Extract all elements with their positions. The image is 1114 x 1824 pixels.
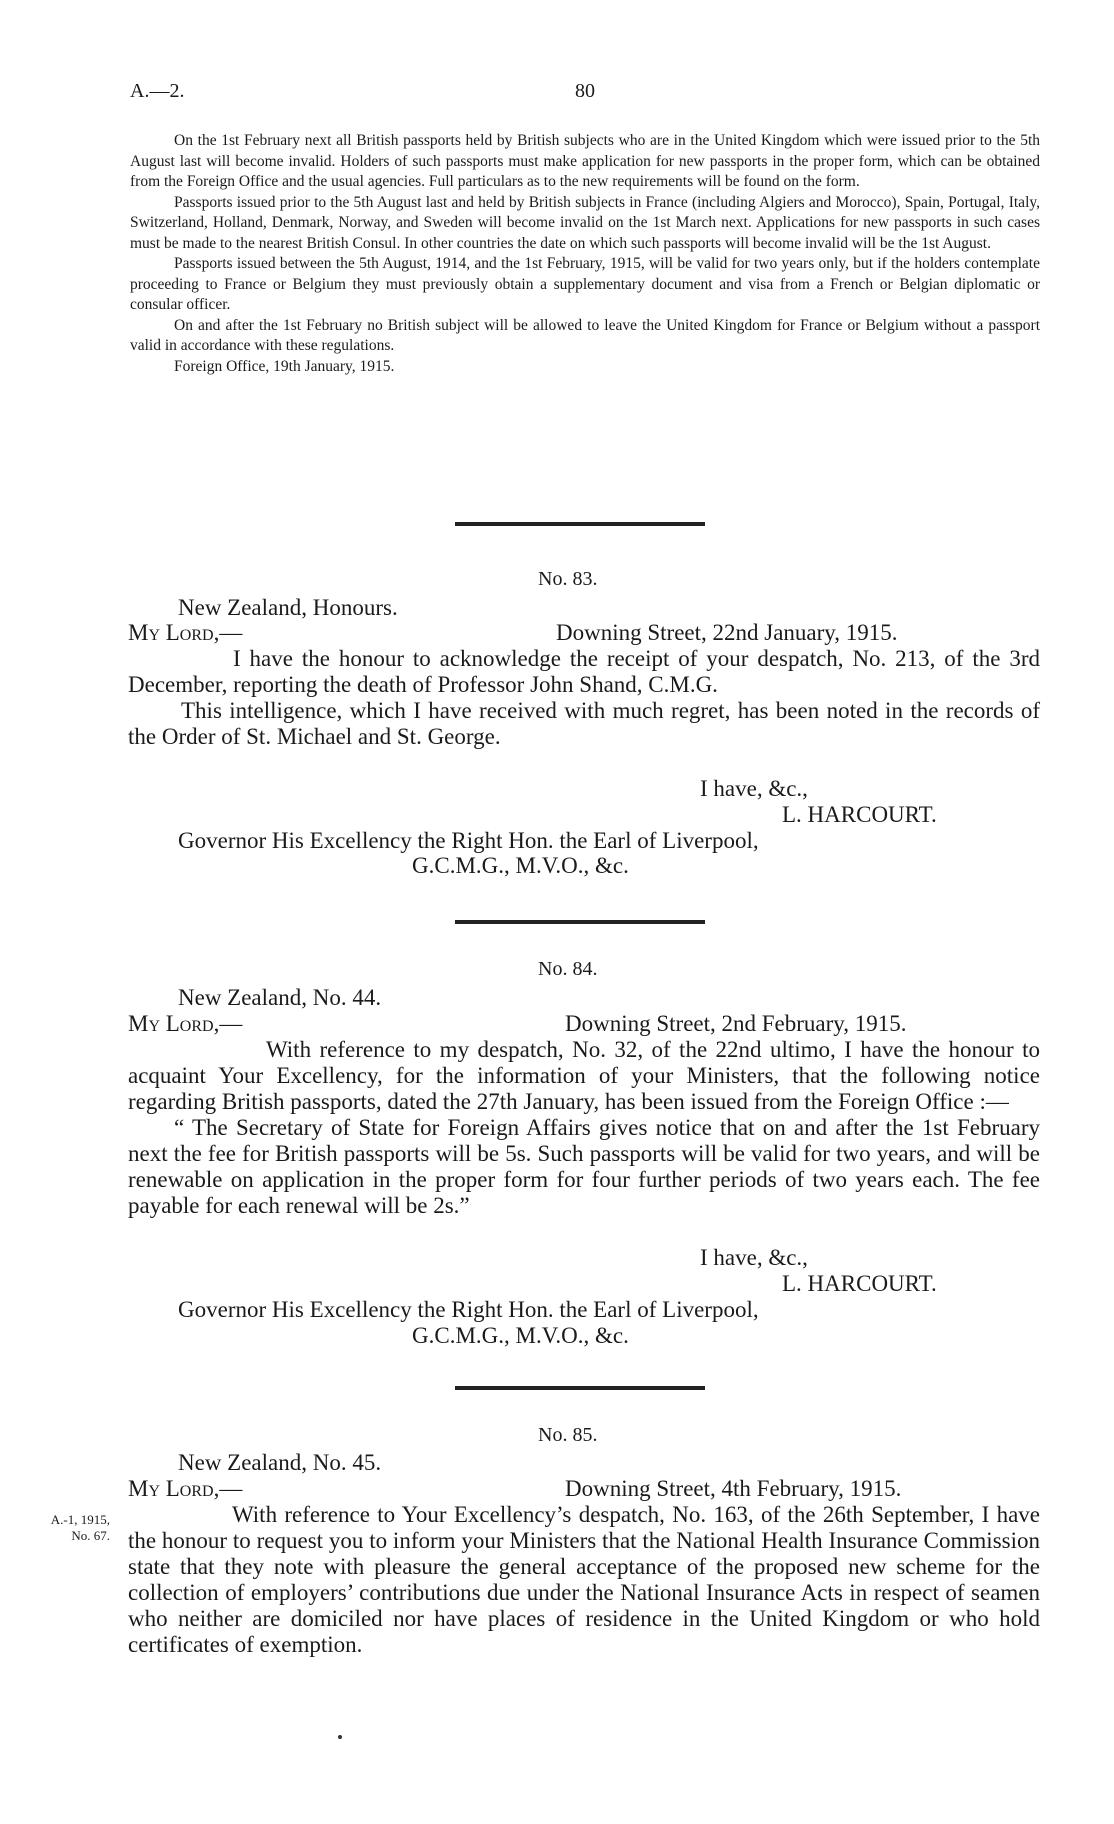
salutation: My Lord,— xyxy=(128,620,243,645)
notice-paragraph: Passports issued prior to the 5th August last and held by British subjects in France (including Algiers and Morocco), Spain, Portugal, Italy, Switzerland, Holland, Denmark, Norway, and Sweden will become invalid on the 1st March next. Applications for new passports in such cases must be made to the nearest British Consul. In other countries the date on which such passports will become invalid will be the 1st August. xyxy=(130,193,1040,252)
notice-paragraph: On and after the 1st February no British subject will be allowed to leave the United Kingdom for France or Belgium without a passport valid in accordance with these regulations. xyxy=(130,316,1040,354)
notice-paragraph: On the 1st February next all British passports held by British subjects who are in the United Kingdom which were issued prior to the 5th August last will become invalid. Holders of such passports must make application for new passports in the proper form, which can be obtained from the Foreign Office and the usual agencies. Full particulars as to the new requirements will be found on the form. xyxy=(130,132,1040,190)
closing: I have, &c., xyxy=(700,1245,808,1270)
signature: L. HARCOURT. xyxy=(782,802,937,827)
notice-signoff: Foreign Office, 19th January, 1915. xyxy=(174,357,395,375)
body-paragraph: This intelligence, which I have received with much regret, has been noted in the records of the Order of St. Michael and St. George. xyxy=(128,698,1040,749)
passport-notice xyxy=(130,131,1040,377)
quoted-notice: “ The Secretary of State for Foreign Affairs gives notice that on and after the 1st February next the fee for British passports will be 5s. Such passports will be valid for two years, and will be renewable on application in the proper form for four further periods of two years each. The fee payable for each renewal will be 2s.” xyxy=(128,1115,1040,1218)
despatch-reference: New Zealand, No. 44. xyxy=(178,985,382,1010)
despatch-body xyxy=(128,1037,1040,1277)
addressee: Governor His Excellency the Right Hon. the Earl of Liverpool, xyxy=(178,1297,759,1322)
despatch-number: No. 83. xyxy=(538,568,598,590)
section-divider xyxy=(455,522,705,526)
despatch-reference: New Zealand, Honours. xyxy=(178,595,398,620)
document-reference: A.—2. xyxy=(130,80,185,102)
stray-mark xyxy=(338,1735,342,1739)
place-date: Downing Street, 22nd January, 1915. xyxy=(556,620,898,645)
place-date: Downing Street, 2nd February, 1915. xyxy=(565,1011,907,1036)
despatch-number: No. 85. xyxy=(538,1424,598,1446)
place-date: Downing Street, 4th February, 1915. xyxy=(565,1476,902,1501)
page-number: 80 xyxy=(575,80,595,102)
body-paragraph: With reference to my despatch, No. 32, of the 22nd ultimo, I have the honour to acquaint Your Excellency, for the information of your Ministers, that the following notice regarding British passports, dated the 27th January, has been issued from the Foreign Office :— xyxy=(128,1037,1040,1114)
body-paragraph: With reference to Your Excellency’s despatch, No. 163, of the 26th September, I have the honour to request you to inform your Ministers that the National Health Insurance Commission state that they note with pleasure the general acceptance of the proposed new scheme for the collection of employers’ contributions due under the National Insurance Acts in respect of seamen who neither are domiciled nor have places of residence in the United Kingdom or who hold certificates of exemption. xyxy=(128,1502,1040,1657)
notice-paragraph: Passports issued between the 5th August, 1914, and the 1st February, 1915, will be valid for two years only, but if the holders contemplate proceeding to France or Belgium they must previously obtain a supplementary document and visa from a French or Belgian diplomatic or consular officer. xyxy=(130,255,1040,313)
despatch-body xyxy=(128,1502,1040,1658)
addressee-titles: G.C.M.G., M.V.O., &c. xyxy=(412,853,629,878)
addressee-titles: G.C.M.G., M.V.O., &c. xyxy=(412,1323,629,1348)
margin-note xyxy=(20,1512,110,1544)
salutation: My Lord,— xyxy=(128,1011,243,1036)
section-divider xyxy=(455,920,705,924)
section-divider xyxy=(455,1386,705,1390)
despatch-body xyxy=(128,646,1040,750)
despatch-number: No. 84. xyxy=(538,958,598,980)
addressee: Governor His Excellency the Right Hon. the Earl of Liverpool, xyxy=(178,828,759,853)
margin-note-number: No. 67. xyxy=(71,1528,110,1543)
signature: L. HARCOURT. xyxy=(782,1271,937,1296)
salutation: My Lord,— xyxy=(128,1476,243,1501)
despatch-reference: New Zealand, No. 45. xyxy=(178,1450,382,1475)
closing: I have, &c., xyxy=(700,776,808,801)
margin-note-reference: A.-1, 1915, xyxy=(50,1512,110,1527)
body-paragraph: I have the honour to acknowledge the receipt of your despatch, No. 213, of the 3rd December, reporting the death of Professor John Shand, C.M.G. xyxy=(128,646,1040,697)
